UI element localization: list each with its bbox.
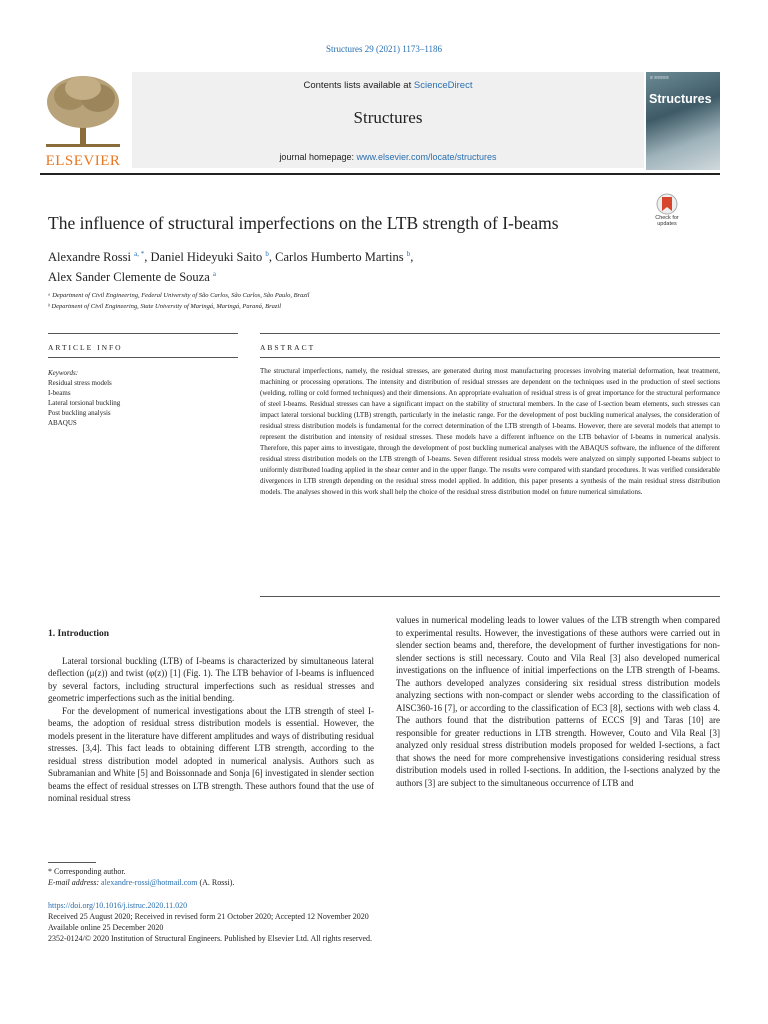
elsevier-tree-icon: [40, 72, 126, 152]
affiliation-b: ᵇ Department of Civil Engineering, State University of Maringá, Maringá, Paraná, Brazil: [48, 303, 282, 310]
author-name[interactable]: Alex Sander Clemente de Souza: [48, 270, 210, 285]
homepage-prefix: journal homepage:: [279, 152, 357, 162]
publisher-wordmark: ELSEVIER: [45, 153, 121, 169]
corresponding-author-note: * Corresponding author.: [48, 867, 126, 876]
intro-paragraph-1: Lateral torsional buckling (LTB) of I-beams is characterized by simultaneous lateral deflection (μ(z)) and twist (φ(z)) [1] (Fig. 1). The LTB behavior of I-beams is influenced by several factors, including structural imperfections such as residual stresses and geometric imperfections such as the initial bending.: [48, 655, 374, 703]
elsevier-logo[interactable]: [40, 72, 126, 172]
received-dates: Received 25 August 2020; Received in revised form 21 October 2020; Accepted 12 November 2020: [48, 912, 369, 921]
header-divider: [40, 173, 720, 175]
keyword: Post buckling analysis: [48, 409, 111, 417]
journal-reference[interactable]: Structures 29 (2021) 1173–1186: [325, 44, 443, 54]
intro-paragraph-2: For the development of numerical investigations about the LTB strength of steel I-beams, the adoption of residual stress distribution models is essential. However, the models present in the literature have different amplitudes and ways of distributing residual stresses. [3,4]. This fact leads to obtaining different LTB strength, according to the residual stress distribution model adopted in numerical analysis. Authors such as Subramanian and White [5] and Boissonnade and Sonja [6] investigated in slender section beams the effect of residual stresses on LTB strength. These authors found that the use of nominal residual stress: [48, 705, 374, 803]
homepage-line: [132, 152, 644, 162]
keywords-label: Keywords:: [48, 369, 79, 377]
author-name[interactable]: Alexandre Rossi: [48, 250, 131, 265]
sciencedirect-link[interactable]: ScienceDirect: [413, 80, 473, 91]
keyword: ABAQUS: [48, 419, 77, 427]
author-name[interactable]: Carlos Humberto Martins: [275, 250, 404, 265]
keywords-block: [48, 368, 228, 428]
check-for-updates-badge[interactable]: [650, 193, 684, 233]
author-affil-mark[interactable]: b: [265, 250, 269, 258]
abstract-bottom-rule: [260, 596, 720, 597]
doi-link[interactable]: https://doi.org/10.1016/j.istruc.2020.11.020: [48, 901, 188, 910]
email-link[interactable]: alexandre-rossi@hotmail.com: [101, 878, 198, 887]
article-info-heading: ARTICLE INFO: [48, 343, 123, 352]
body-right-column: [396, 614, 720, 789]
article-info-rule: [48, 333, 238, 334]
author-affil-mark[interactable]: a: [212, 270, 216, 279]
abstract-heading: ABSTRACT: [260, 343, 316, 352]
email-label: E-mail address:: [48, 878, 102, 887]
author-name[interactable]: Daniel Hideyuki Saito: [150, 250, 263, 265]
contents-prefix: Contents lists available at: [303, 80, 414, 91]
intro-paragraph-continued: values in numerical modeling leads to lower values of the LTB strength when compared to experimental results. However, the investigations of these authors were carried out in slender section beams and, therefore, the development of further investigations for non-slender sections is still necessary. Couto and Vila Real [3] also developed numerical investigations on the influence of initial imperfections on the LTB strength of I-beams. The authors developed analyzes considering six residual stress distribution models analyzing sections with non-compact or slender webs according to the classification of AISC360-16 [7], or according to the classification of EC3 [8], sections with web class 4. The authors found that the distribution patterns of ECCS [9] and Taras [10] are responsible for greater reductions in LTB strength. However, Couto and Vila Real [3] analyzed only residual stress distribution models proposed for welded I-sections, a fact that shows the need for more comprehensive investigations considering residual stress distribution models used in rolled I-sections. In addition, the I-sections analyzed by the authors [3] are subject to the simultaneous occurrence of LTB and: [396, 615, 720, 788]
author-affil-mark[interactable]: b: [406, 250, 411, 258]
contents-line: [132, 80, 644, 91]
cover-title: Structures: [649, 92, 712, 106]
email-note: [48, 877, 508, 888]
footnote-rule: [48, 862, 96, 863]
intro-heading: 1. Introduction: [48, 629, 110, 639]
available-date: Available online 25 December 2020: [48, 923, 164, 932]
keyword: I-beams: [48, 389, 71, 397]
email-suffix: (A. Rossi).: [197, 878, 235, 887]
keyword: Lateral torsional buckling: [48, 399, 121, 407]
affiliation-a: ᵃ Department of Civil Engineering, Federal University of São Carlos, São Carlos, São Paulo, Brazil: [48, 292, 310, 299]
keyword: Residual stress models: [48, 379, 112, 387]
author-affil-mark[interactable]: a, *: [134, 250, 145, 258]
copyright-line: 2352-0124/© 2020 Institution of Structural Engineers. Published by Elsevier Ltd. All rights reserved.: [48, 934, 373, 943]
article-info-rule-lower: [48, 357, 238, 358]
journal-name: Structures: [353, 108, 423, 127]
article-title: The influence of structural imperfections on the LTB strength of I-beams: [48, 213, 559, 233]
journal-banner: [132, 72, 644, 168]
body-left-column: [48, 628, 374, 805]
journal-header: [40, 72, 720, 172]
publication-info: [48, 900, 508, 944]
abstract-rule: [260, 333, 720, 334]
badge-text: Check for updates: [655, 215, 679, 227]
journal-cover[interactable]: [646, 72, 720, 170]
footnotes: [48, 866, 508, 888]
bookmark-icon: [650, 193, 684, 215]
abstract-rule-lower: [260, 357, 720, 358]
cover-top-text: ≡ ≡≡≡≡≡: [650, 75, 669, 81]
abstract-text: The structural imperfections, namely, the residual stresses, are generated during most manufacturing processes involving material deformation, heat treatment, machining or processing operations. The intensity and distribution of residual stresses are dependent on the techniques used in the production of steel sections (welding, rolling or cold formed techniques) and their dimensions. An appropriate evaluation of residual stress is of great importance for the structural performance of steel I-beams. Residual stresses can have a significant impact on the stability of structural members. In the case of I-section beam elements, such stresses can impact lateral torsional buckling (LTB) strength, particularly in the inelastic range. For the development of post buckling numerical analyses, the consideration of residual stress distribution models is fundamental for the correct determination of the LTB strength of I-beams. However, there are several models that attempt to represent the distribution and intensity of residual stresses. These models have a different influence on the LTB behavior of I-beams in numerical analysis. Therefore, this paper aims to investigate, through the development of post buckling numerical analyses with the ABAQUS software, the influence of the different residual stress distribution models on the LTB strength of I-beams. Seven different residual stress models were analyzed on simply supported I-beams subject to uniformly distributed loading applied in the shear center and in the upper flange. The results were compared with standard procedures. It was verified considerable divergences in LTB strength depending on the residual stress model applied. In addition, this paper presents a synthesis of the main residual stress distribution models. The analyses showed in this work shall help the choice of the residual stress distribution model on future numerical simulations.: [260, 367, 720, 496]
homepage-link[interactable]: www.elsevier.com/locate/structures: [356, 152, 497, 162]
author-list: Alexandre Rossi $^{a, *}$, Daniel Hideyuki Saito $^b$, Carlos Humberto Martins $^b$, Alex Sander Clemente de Souza $^a$: [48, 250, 414, 285]
